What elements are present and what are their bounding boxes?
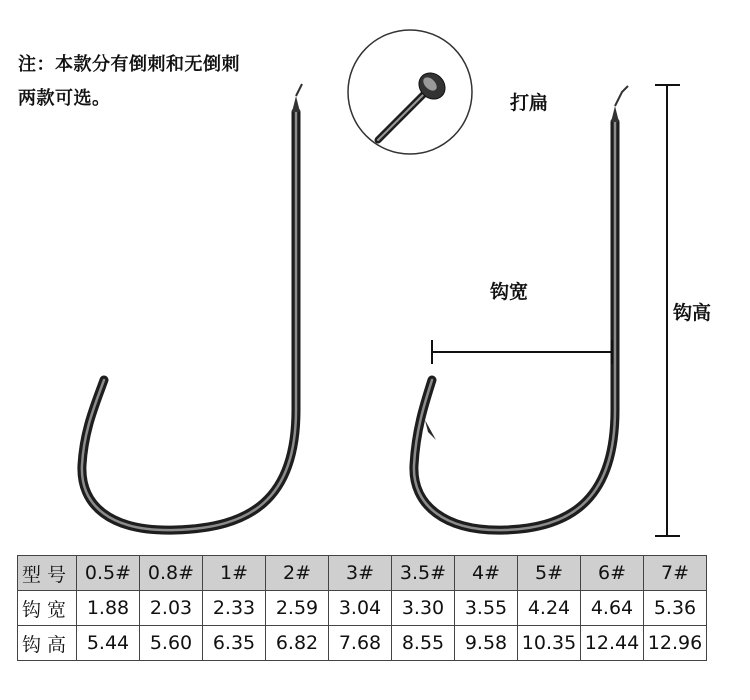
size-cell: 6# (581, 556, 644, 591)
barbless-hook-image (82, 84, 302, 530)
table-cell: 2.03 (140, 591, 203, 626)
size-cell: 0.5# (77, 556, 140, 591)
size-cell: 0.8# (140, 556, 203, 591)
note-line-1: 注：本款分有倒刺和无倒刺 (18, 54, 240, 75)
table-cell: 3.30 (392, 591, 455, 626)
table-cell: 6.35 (203, 626, 266, 661)
table-cell: 3.55 (455, 591, 518, 626)
size-cell: 1# (203, 556, 266, 591)
table-cell: 10.35 (518, 626, 581, 661)
table-cell: 12.44 (581, 626, 644, 661)
size-cell: 3# (329, 556, 392, 591)
table-cell: 6.82 (266, 626, 329, 661)
table-cell: 5.44 (77, 626, 140, 661)
table-header-row (18, 556, 707, 591)
table-cell: 12.96 (644, 626, 707, 661)
table-row-height (18, 626, 707, 661)
table-cell: 7.68 (329, 626, 392, 661)
flattened-end-zoom (348, 30, 472, 154)
table-cell: 4.64 (581, 591, 644, 626)
table-cell: 2.33 (203, 591, 266, 626)
table-cell: 1.88 (77, 591, 140, 626)
table-row-width (18, 591, 707, 626)
size-spec-table (17, 555, 707, 661)
table-cell: 8.55 (392, 626, 455, 661)
size-cell: 3.5# (392, 556, 455, 591)
width-dimension-line (432, 340, 612, 364)
row-label-cell: 钩高 (18, 626, 77, 661)
size-cell: 4# (455, 556, 518, 591)
header-label-cell: 型号 (18, 556, 77, 591)
table-cell: 9.58 (455, 626, 518, 661)
table-cell: 3.04 (329, 591, 392, 626)
table-cell: 5.36 (644, 591, 707, 626)
hook-width-label: 钩宽 (490, 281, 529, 303)
table-cell: 5.60 (140, 626, 203, 661)
table-cell: 2.59 (266, 591, 329, 626)
barbed-hook-image (414, 86, 628, 530)
hook-height-label: 钩高 (673, 302, 712, 324)
size-cell: 7# (644, 556, 707, 591)
note-line-2: 两款可选。 (18, 88, 111, 109)
row-label-cell: 钩宽 (18, 591, 77, 626)
size-cell: 2# (266, 556, 329, 591)
flattened-end-label: 打扁 (510, 92, 549, 114)
size-cell: 5# (518, 556, 581, 591)
barb-option-note (18, 48, 240, 116)
table-cell: 4.24 (518, 591, 581, 626)
